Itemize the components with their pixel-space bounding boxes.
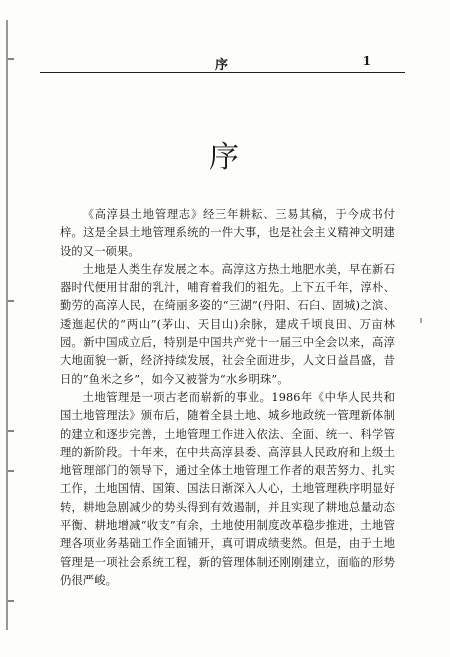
page-number: 1 — [362, 54, 371, 68]
binding-mark — [8, 430, 14, 432]
binding-mark — [8, 300, 14, 302]
body-text — [60, 206, 395, 590]
paragraph: 土地管理是一项古老而崭新的事业。1986年《中华人民共和国土地管理法》颁布后，随着全县土地、城乡地政统一管理新体制的建立和逐步完善，土地管理工作进入依法、全面、统一、科学管理的新阶段。十年来，在中共高淳县委、高淳县人民政府和上级土地管理部门的领导下，通过全体土地管理工作者的艰苦努力、扎实工作，土地国情、国策、国法日渐深入人心，土地管理秩序明显好转，耕地急剧减少的势头得到有效遏制，并且实现了耕地总量动态平衡、耕地增减“收支”有余，土地使用制度改革稳步推进，土地管理各项业务基础工作全面铺开，真可谓成绩斐然。但是，由于土地管理是一项社会系统工程，新的管理体制还刚刚建立，面临的形势仍很严峻。 — [60, 390, 395, 587]
scan-speck — [420, 318, 422, 323]
header-title: 序 — [214, 58, 230, 73]
binding-mark — [8, 600, 14, 602]
binding-edge — [6, 20, 8, 630]
page-title: 序 — [209, 140, 241, 175]
paragraph: 《高淳县土地管理志》经三年耕耘、三易其稿，于今成书付梓。这是全县土地管理系统的一件大事，也是社会主义精神文明建设的又一硕果。 — [60, 208, 395, 258]
binding-mark — [8, 470, 14, 472]
running-header — [40, 50, 405, 73]
paragraph: 土地是人类生存发展之本。高淳这方热土地肥水美，早在新石器时代便用甘甜的乳汁，哺育着我们的祖先。上下五千年，淳朴、勤劳的高淳人民，在绮丽多姿的“三湖”(丹阳、石臼、固城)之滨、逶迤起伏的“两山”(茅山、天目山)余脉，建成千顷良田、万亩林园。新中国成立后，特别是中国共产党十一届三中全会以来，高淳大地面貌一新，经济持续发展，社会全面进步，人文日益昌盛，昔日的“鱼米之乡”，如今又被誉为“水乡明珠”。 — [60, 262, 395, 386]
binding-mark — [8, 58, 14, 60]
